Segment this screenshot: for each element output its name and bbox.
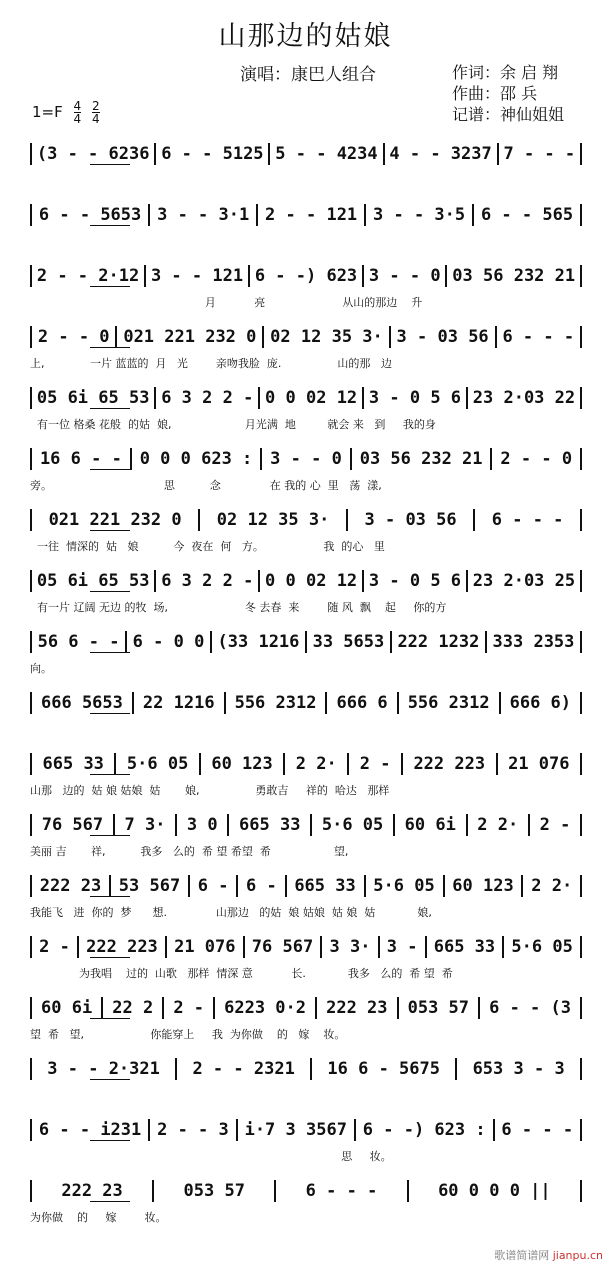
score-row: [30, 201, 582, 253]
measure: 21 076: [498, 753, 582, 775]
measure: 6 - -) 623 :: [356, 1119, 495, 1141]
lyrics-line: 旁。 思 念 在 我的 心 里 荡 漾,: [30, 479, 382, 492]
measure: 56 6 - -: [30, 631, 127, 653]
score-row: [30, 1055, 582, 1107]
time-signature-2: $\frac{2}{4}$: [91, 99, 100, 126]
lyrics-line: 有一位 格桑 花般 的姑 娘, 月光满 地 就会 来 到 我的身: [30, 418, 436, 431]
score-row: [30, 323, 582, 375]
measure: 665 33: [287, 875, 366, 897]
measure: 2 -: [349, 753, 403, 775]
measure: 3 - 03 56: [391, 326, 497, 348]
measure: 3 - 0 5 6: [364, 570, 468, 592]
score-row: [30, 628, 582, 680]
measure: 3 - 0 5 6: [364, 387, 468, 409]
composer-credit: 作曲：邵 兵: [452, 84, 538, 103]
measure: 665 33: [30, 753, 116, 775]
measure: 7 3·: [115, 814, 177, 836]
measure: 23 2·03 22: [468, 387, 582, 409]
measure: 6 -: [238, 875, 286, 897]
watermark: 歌谱简谱网 jianpu.cn: [494, 1249, 603, 1262]
score-row: [30, 1116, 582, 1168]
measure: 3 3·: [322, 936, 379, 958]
beam-line: [90, 652, 130, 653]
measure: 5·6 05: [312, 814, 395, 836]
measure: 021 221 232 0: [117, 326, 264, 348]
score-row: [30, 140, 582, 192]
beam-line: [90, 957, 130, 958]
measure: 21 076: [167, 936, 245, 958]
measure: 60 123: [445, 875, 524, 897]
measure: 60 6i: [30, 997, 103, 1019]
lyrics-line: 有一片 辽阔 无边 的牧 场, 冬 去春 来 随 风 飘 起 你的方: [30, 601, 447, 614]
measure: 556 2312: [399, 692, 501, 714]
measure: 6 -: [190, 875, 238, 897]
measure: 33 5653: [307, 631, 392, 653]
measure: 0 0 02 12: [260, 570, 364, 592]
measure: 3 - - 3·5: [366, 204, 474, 226]
measure: 16 6 - 5675: [312, 1058, 457, 1080]
measure: 2 - - 0: [492, 448, 582, 470]
measure: 5·6 05: [116, 753, 200, 775]
singer-credit: 演唱：康巴人组合: [240, 65, 376, 85]
lyrics-line: 向。: [30, 662, 52, 675]
measure: 3 - - 2·321: [30, 1058, 177, 1080]
beam-line: [90, 286, 130, 287]
beam-line: [90, 164, 130, 165]
measure: 666 5653: [30, 692, 134, 714]
measure: 05 6i 65 53: [30, 387, 156, 409]
score-row: [30, 506, 582, 558]
page-title: 山那边的姑娘: [218, 21, 393, 52]
measure: 6 - - 5125: [156, 143, 270, 165]
beam-line: [90, 469, 130, 470]
measure: 556 2312: [226, 692, 328, 714]
measure: 6 - - (3: [480, 997, 582, 1019]
beam-line: [90, 225, 130, 226]
measure: 22 2: [103, 997, 164, 1019]
measure: 3 0: [177, 814, 229, 836]
measure: 3 -: [380, 936, 427, 958]
lyrics-line: 思 妆。: [30, 1150, 392, 1163]
measure: 665 33: [427, 936, 505, 958]
beam-line: [90, 774, 130, 775]
score-row: [30, 445, 582, 497]
measure: 021 221 232 0: [30, 509, 200, 531]
measure: 2 - - 121: [258, 204, 366, 226]
measure: 222 23: [317, 997, 399, 1019]
measure: 6 - - -: [495, 1119, 582, 1141]
measure: 222 23: [30, 1180, 154, 1202]
measure: 05 6i 65 53: [30, 570, 156, 592]
lyrics-line: 我能飞 进 你的 梦 想. 山那边 的姑 娘 姑娘 姑 娘 姑 娘,: [30, 906, 432, 919]
measure: 6223 0·2: [215, 997, 317, 1019]
score-row: [30, 262, 582, 314]
measure: 4 - - 3237: [385, 143, 499, 165]
measure: 6 3 2 2 -: [156, 387, 260, 409]
measure: 60 0 0 0 ||: [409, 1180, 582, 1202]
measure: 22 1216: [134, 692, 226, 714]
measure: 76 567: [245, 936, 323, 958]
measure: 3 - - 121: [146, 265, 250, 287]
measure: 222 1232: [392, 631, 487, 653]
beam-line: [90, 347, 130, 348]
lyrics-line: 一往 情深的 姑 娘 今 夜在 何 方。 我 的心 里: [30, 540, 385, 553]
key-label: 1=F: [32, 103, 63, 121]
measure: 16 6 - -: [30, 448, 132, 470]
measure: 665 33: [229, 814, 312, 836]
lyricist-credit: 作词：余 启 翔: [452, 63, 559, 82]
lyrics-line: 山那 边的 姑 娘 姑娘 姑 娘, 勇敢吉 祥的 哈达 那样: [30, 784, 390, 797]
measure: 5·6 05: [366, 875, 445, 897]
measure: 7 - - -: [499, 143, 582, 165]
measure: 53 567: [111, 875, 190, 897]
measure: 6 - - 5653: [30, 204, 150, 226]
beam-line: [90, 1018, 130, 1019]
measure: 2 -: [164, 997, 215, 1019]
measure: 2 -: [30, 936, 79, 958]
measure: 2 2·: [523, 875, 582, 897]
measure: 6 - - -: [276, 1180, 408, 1202]
score-row: [30, 567, 582, 619]
measure: 053 57: [399, 997, 481, 1019]
measure: 6 - - i231: [30, 1119, 150, 1141]
measure: 6 - - -: [497, 326, 582, 348]
measure: 3 - - 0: [262, 448, 352, 470]
measure: 02 12 35 3·: [200, 509, 348, 531]
score-row: [30, 872, 582, 924]
measure: 60 6i: [395, 814, 468, 836]
measure: 6 - -) 623: [250, 265, 364, 287]
measure: 0 0 02 12: [260, 387, 364, 409]
measure: i·7 3 3567: [238, 1119, 356, 1141]
lyrics-line: 美丽 吉 祥, 我多 么的 希 望 希望 希 望,: [30, 845, 349, 858]
measure: 222 23: [30, 875, 111, 897]
score-row: [30, 933, 582, 985]
lyrics-line: 为你做 的 嫁 妆。: [30, 1211, 167, 1224]
measure: 666 6: [327, 692, 398, 714]
measure: 2 2·: [468, 814, 530, 836]
measure: 76 567: [30, 814, 115, 836]
beam-line: [90, 896, 130, 897]
measure: 5 - - 4234: [270, 143, 384, 165]
lyrics-line: 上, 一片 蓝蓝的 月 光 亲吻我脸 庞. 山的那 边: [30, 357, 392, 370]
measure: 6 - - -: [475, 509, 582, 531]
time-signature-1: $\frac{4}{4}$: [73, 99, 82, 126]
measure: 0 0 0 623 :: [132, 448, 262, 470]
score-row: [30, 994, 582, 1046]
measure: 3 - - 0: [364, 265, 447, 287]
key-signature: [32, 100, 100, 125]
measure: 653 3 - 3: [457, 1058, 582, 1080]
score-row: [30, 384, 582, 436]
score-row: [30, 811, 582, 863]
measure: 6 3 2 2 -: [156, 570, 260, 592]
measure: 222 223: [403, 753, 498, 775]
lyrics-line: 为我唱 过的 山歌 那样 情深 意 长. 我多 么的 希 望 希: [30, 967, 453, 980]
score-row: [30, 689, 582, 741]
measure: (33 1216: [212, 631, 307, 653]
measure: 222 223: [79, 936, 167, 958]
beam-line: [90, 530, 130, 531]
measure: 03 56 232 21: [352, 448, 493, 470]
measure: 03 56 232 21: [447, 265, 582, 287]
measure: 5·6 05: [504, 936, 582, 958]
measure: 666 6): [501, 692, 582, 714]
beam-line: [90, 1079, 130, 1080]
beam-line: [90, 1201, 130, 1202]
beam-line: [90, 835, 130, 836]
measure: 333 2353: [487, 631, 582, 653]
beam-line: [90, 713, 130, 714]
measure: 2 2·: [285, 753, 349, 775]
beam-line: [90, 591, 130, 592]
score-row: [30, 750, 582, 802]
measure: 3 - 03 56: [348, 509, 475, 531]
measure: 02 12 35 3·: [264, 326, 390, 348]
measure: 2 - - 3: [150, 1119, 237, 1141]
lyrics-line: 月 亮 从山的那边 升: [30, 296, 423, 309]
transcriber-credit: 记谱：神仙姐姐: [452, 105, 565, 124]
measure: 6 - - 565: [474, 204, 582, 226]
beam-line: [90, 408, 130, 409]
measure: 3 - - 3·1: [150, 204, 258, 226]
measure: (3 - - 6236: [30, 143, 156, 165]
measure: 60 123: [201, 753, 285, 775]
measure: 2 - - 0: [30, 326, 117, 348]
measure: 6 - 0 0: [127, 631, 212, 653]
score-row: [30, 1177, 582, 1229]
measure: 053 57: [154, 1180, 276, 1202]
beam-line: [90, 1140, 130, 1141]
measure: 2 - - 2·12: [30, 265, 146, 287]
measure: 2 - - 2321: [177, 1058, 312, 1080]
lyrics-line: 望 希 望, 你能穿上 我 为你做 的 嫁 妆。: [30, 1028, 346, 1041]
measure: 2 -: [530, 814, 582, 836]
measure: 23 2·03 25: [468, 570, 582, 592]
